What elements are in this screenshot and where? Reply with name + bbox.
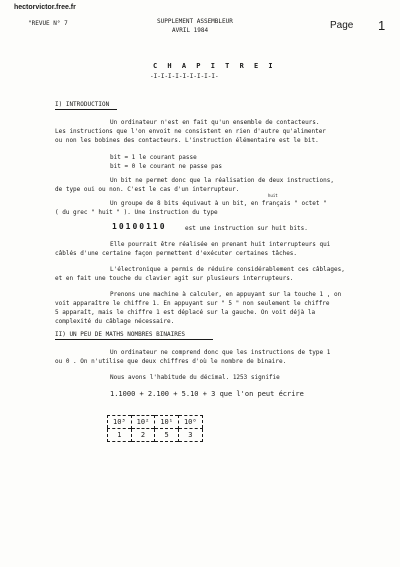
revue-number: "REVUE N° 7 — [28, 20, 68, 27]
text-line: Un bit ne permet donc que la réalisation de deux instructions, — [110, 177, 334, 184]
text-line: ou non les bobines des contacteurs. L'instruction élémentaire est le bit. — [55, 137, 319, 144]
heading-underline — [55, 339, 213, 340]
bit-definition: bit = 1 le courant passe — [110, 154, 197, 161]
heading-underline — [55, 109, 117, 110]
section-heading-introduction: I) INTRODUCTION — [55, 101, 110, 108]
digit-cell: 1 — [108, 429, 132, 442]
handwritten-note: huit — [268, 193, 278, 198]
text-line: complexité du câblage nécessaire. — [55, 318, 175, 325]
power-cell: 10³ — [113, 418, 126, 426]
text-line: Nous avons l'habitude du décimal. 1253 signifie — [110, 374, 280, 381]
power-cell: 10⁰ — [178, 416, 202, 429]
text-line: de type oui ou non. C'est le cas d'un interrupteur. — [55, 186, 240, 193]
text-line: et en fait une touche du clavier agit sur plusieurs interrupteurs. — [55, 275, 294, 282]
chapter-title: C H A P I T R E I — [153, 62, 276, 70]
text-line: Un ordinateur n'est en fait qu'un ensemble de contacteurs. — [110, 119, 320, 126]
text-line: est une instruction sur huit bits. — [185, 225, 308, 232]
text-line: câblés d'une certaine façon permettent d'exécuter certaines tâches. — [55, 250, 298, 257]
section-heading-binary: II) UN PEU DE MATHS NOMBRES BINAIRES — [55, 331, 186, 338]
power-cell: 10² — [131, 416, 155, 429]
digit-cell: 5 — [155, 429, 179, 442]
text-line: ( du grec " huit " ). Une instruction du type — [55, 209, 218, 216]
digit-cell: 2 — [131, 429, 155, 442]
decimal-formula: 1.1000 + 2.100 + 5.10 + 3 que l'on peut écrire — [110, 390, 304, 398]
page-number: 1 — [378, 18, 386, 33]
binary-instruction: 10100110 — [112, 222, 167, 231]
power-cell: 10¹ — [155, 416, 179, 429]
issue-date: AVRIL 1984 — [172, 27, 209, 34]
text-line: L'électronique a permis de réduire considérablement ces câblages, — [110, 266, 345, 273]
powers-of-ten-table — [107, 415, 203, 442]
text-line: Prenons une machine à calculer, en appuyant sur la touche 1 , on — [110, 291, 342, 298]
page-label: Page — [330, 20, 354, 31]
bit-definition: bit = 0 le courant ne passe pas — [110, 163, 222, 170]
text-line: 5 apparaît, mais le chiffre 1 est déplacé sur la gauche. On voit déjà la — [55, 309, 316, 316]
text-line: Elle pourrait être réalisée en prenant huit interrupteurs qui — [110, 241, 331, 248]
chapter-underline: -I-I-I-I-I-I-I-I-I- — [150, 73, 219, 80]
site-url: hectorvictor.free.fr — [14, 4, 76, 11]
text-line: voit apparaître le chiffre 1. En appuyant sur " 5 " non seulement le chiffre — [55, 300, 330, 307]
text-line: ou 0 . On n'utilise que deux chiffres d'où le nombre de binaire. — [55, 358, 287, 365]
text-line: Un ordinateur ne comprend donc que les instructions de type 1 — [110, 349, 331, 356]
text-line: Les instructions que l'on envoit ne consistent en rien d'autre qu'alimenter — [55, 128, 326, 135]
digit-cell: 3 — [178, 429, 202, 442]
supplement-title: SUPPLEMENT ASSEMBLEUR — [157, 18, 233, 25]
text-line: Un groupe de 8 bits équivaut à un bit, en français " octet " — [110, 200, 327, 207]
